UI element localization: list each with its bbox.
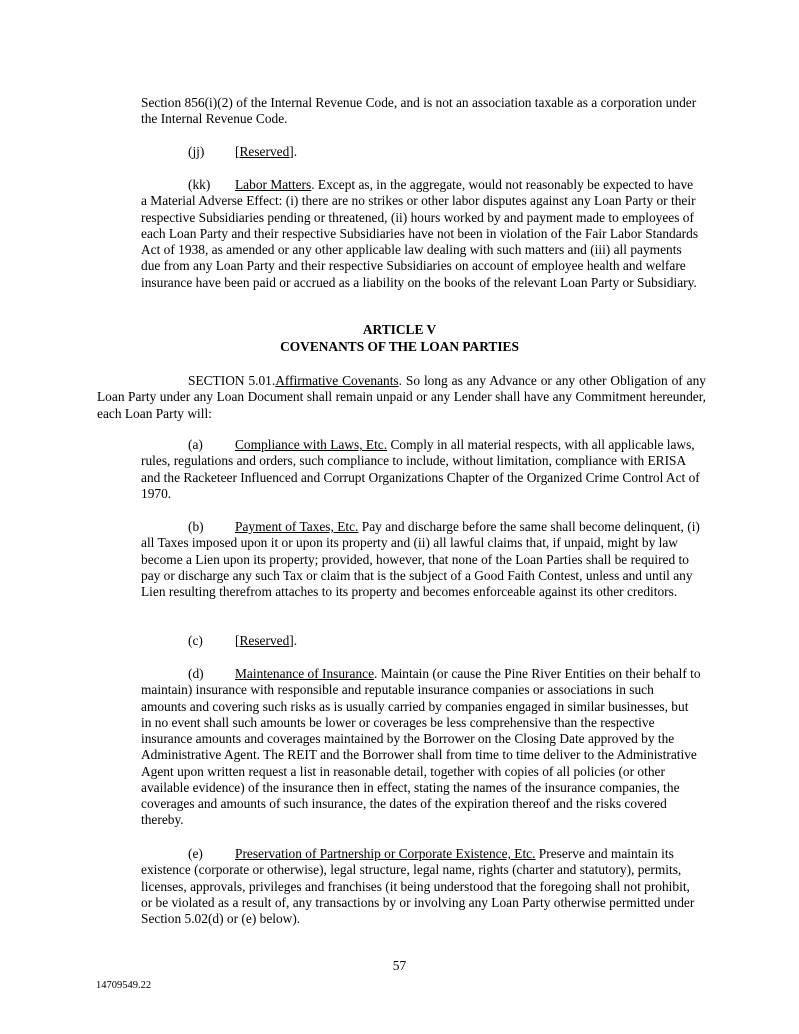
article-title: COVENANTS OF THE LOAN PARTIES bbox=[280, 339, 519, 354]
clause-a-body: Comply in all material respects, with all applicable laws, rules, regulations and orders, such compliance to include, without limitation, compliance with ERISA and the Racketeer Influenced and Corrupt Organizations Chapter of the Organized Crime Control Act of 1970. bbox=[141, 437, 700, 501]
clause-c: (c) [Reserved]. bbox=[188, 633, 298, 648]
clause-e-title: Preservation of Partnership or Corporate Existence, Etc. bbox=[235, 846, 536, 861]
clause-b bbox=[141, 519, 701, 600]
clause-c-title: Reserved bbox=[239, 633, 290, 648]
continuation-text: Section 856(i)(2) of the Internal Revenue Code, and is not an association taxable as a corporation under the Internal Revenue Code. bbox=[141, 95, 697, 127]
clause-jj-title: Reserved bbox=[239, 144, 290, 159]
clause-e bbox=[141, 846, 701, 927]
clause-d-tag: (d) bbox=[188, 666, 204, 681]
clause-kk bbox=[141, 177, 701, 291]
clause-kk-body: . Except as, in the aggregate, would not reasonably be expected to have a Material Adverse Effect: (i) there are no strikes or other labor disputes against any Loan Party or their respective Subsidiaries pending or threatened, (ii) hours worked by and payment made to employees of each Loan Party and their respective Subsidiaries have not been in violation of the Fair Labor Standards Act of 1938, as amended or any other applicable law dealing with such matters and (iii) all payments due from any Loan Party and their respective Subsidiaries on account of employee health and welfare insurance have been paid or accrued as a liability on the books of the relevant Loan Party or Subsidiary. bbox=[141, 177, 699, 290]
clause-e-body: Preserve and maintain its existence (corporate or otherwise), legal structure, legal name, rights (charter and statutory), permits, licenses, approvals, privileges and franchises (it being understood that the foregoing shall not prohibit, or be violated as a result of, any transactions by or involving any Loan Party otherwise permitted under Section 5.02(d) or (e) below). bbox=[141, 846, 695, 926]
section-title: Affirmative Covenants bbox=[275, 373, 399, 388]
article-number: ARTICLE V bbox=[362, 322, 437, 337]
clause-jj-tag: (jj) bbox=[188, 144, 205, 159]
clause-b-body: Pay and discharge before the same shall become delinquent, (i) all Taxes imposed upon it or upon its property and (ii) all lawful claims that, if unpaid, might by law become a Lien upon its property; provided, however, that none of the Loan Parties shall be required to pay or discharge any such Tax or claim that is the subject of a Good Faith Contest, unless and until any Lien resulting therefrom attaches to its property and becomes enforceable against its other creditors. bbox=[141, 519, 700, 599]
clause-jj-after: . bbox=[293, 144, 298, 159]
document-id: 14709549.22 bbox=[96, 980, 152, 991]
clause-a-title: Compliance with Laws, Etc. bbox=[235, 437, 388, 452]
clause-a-tag: (a) bbox=[188, 437, 203, 452]
clause-b-title: Payment of Taxes, Etc. bbox=[235, 519, 359, 534]
clause-d bbox=[141, 666, 701, 829]
clause-jj: (jj) [Reserved]. bbox=[188, 144, 298, 159]
clause-a bbox=[141, 437, 701, 502]
clause-b-tag: (b) bbox=[188, 519, 204, 534]
clause-c-tag: (c) bbox=[188, 633, 203, 648]
clause-kk-title: Labor Matters bbox=[235, 177, 312, 192]
page-number: 57 bbox=[392, 958, 407, 973]
section-label: SECTION 5.01. bbox=[188, 373, 276, 388]
clause-c-after: . bbox=[293, 633, 298, 648]
clause-kk-tag: (kk) bbox=[188, 177, 211, 192]
section-body: . So long as any Advance or any other Obligation of any Loan Party under any Loan Document shall remain unpaid or any Lender shall have any Commitment hereunder, each Loan Party will: bbox=[97, 373, 706, 421]
clause-d-body: . Maintain (or cause the Pine River Entities on their behalf to maintain) insurance with responsible and reputable insurance companies or associations in such amounts and covering such risks as is usually carried by companies engaged in similar businesses, but in no event shall such amounts be lower or coverages be less comprehensive than the respective insurance amounts and coverages maintained by the Borrower on the Closing Date approved by the Administrative Agent. The REIT and the Borrower shall from time to time deliver to the Administrative Agent upon written request a list in reasonable detail, together with copies of all policies (or other available evidence) of the insurance then in effect, stating the names of the insurance companies, the coverages and amounts of such insurance, the dates of the expiration thereof and the risks covered thereby. bbox=[141, 666, 701, 828]
clause-d-title: Maintenance of Insurance bbox=[235, 666, 375, 681]
continuation-paragraph bbox=[141, 95, 701, 128]
section-5-01 bbox=[97, 373, 706, 422]
clause-e-tag: (e) bbox=[188, 846, 203, 861]
